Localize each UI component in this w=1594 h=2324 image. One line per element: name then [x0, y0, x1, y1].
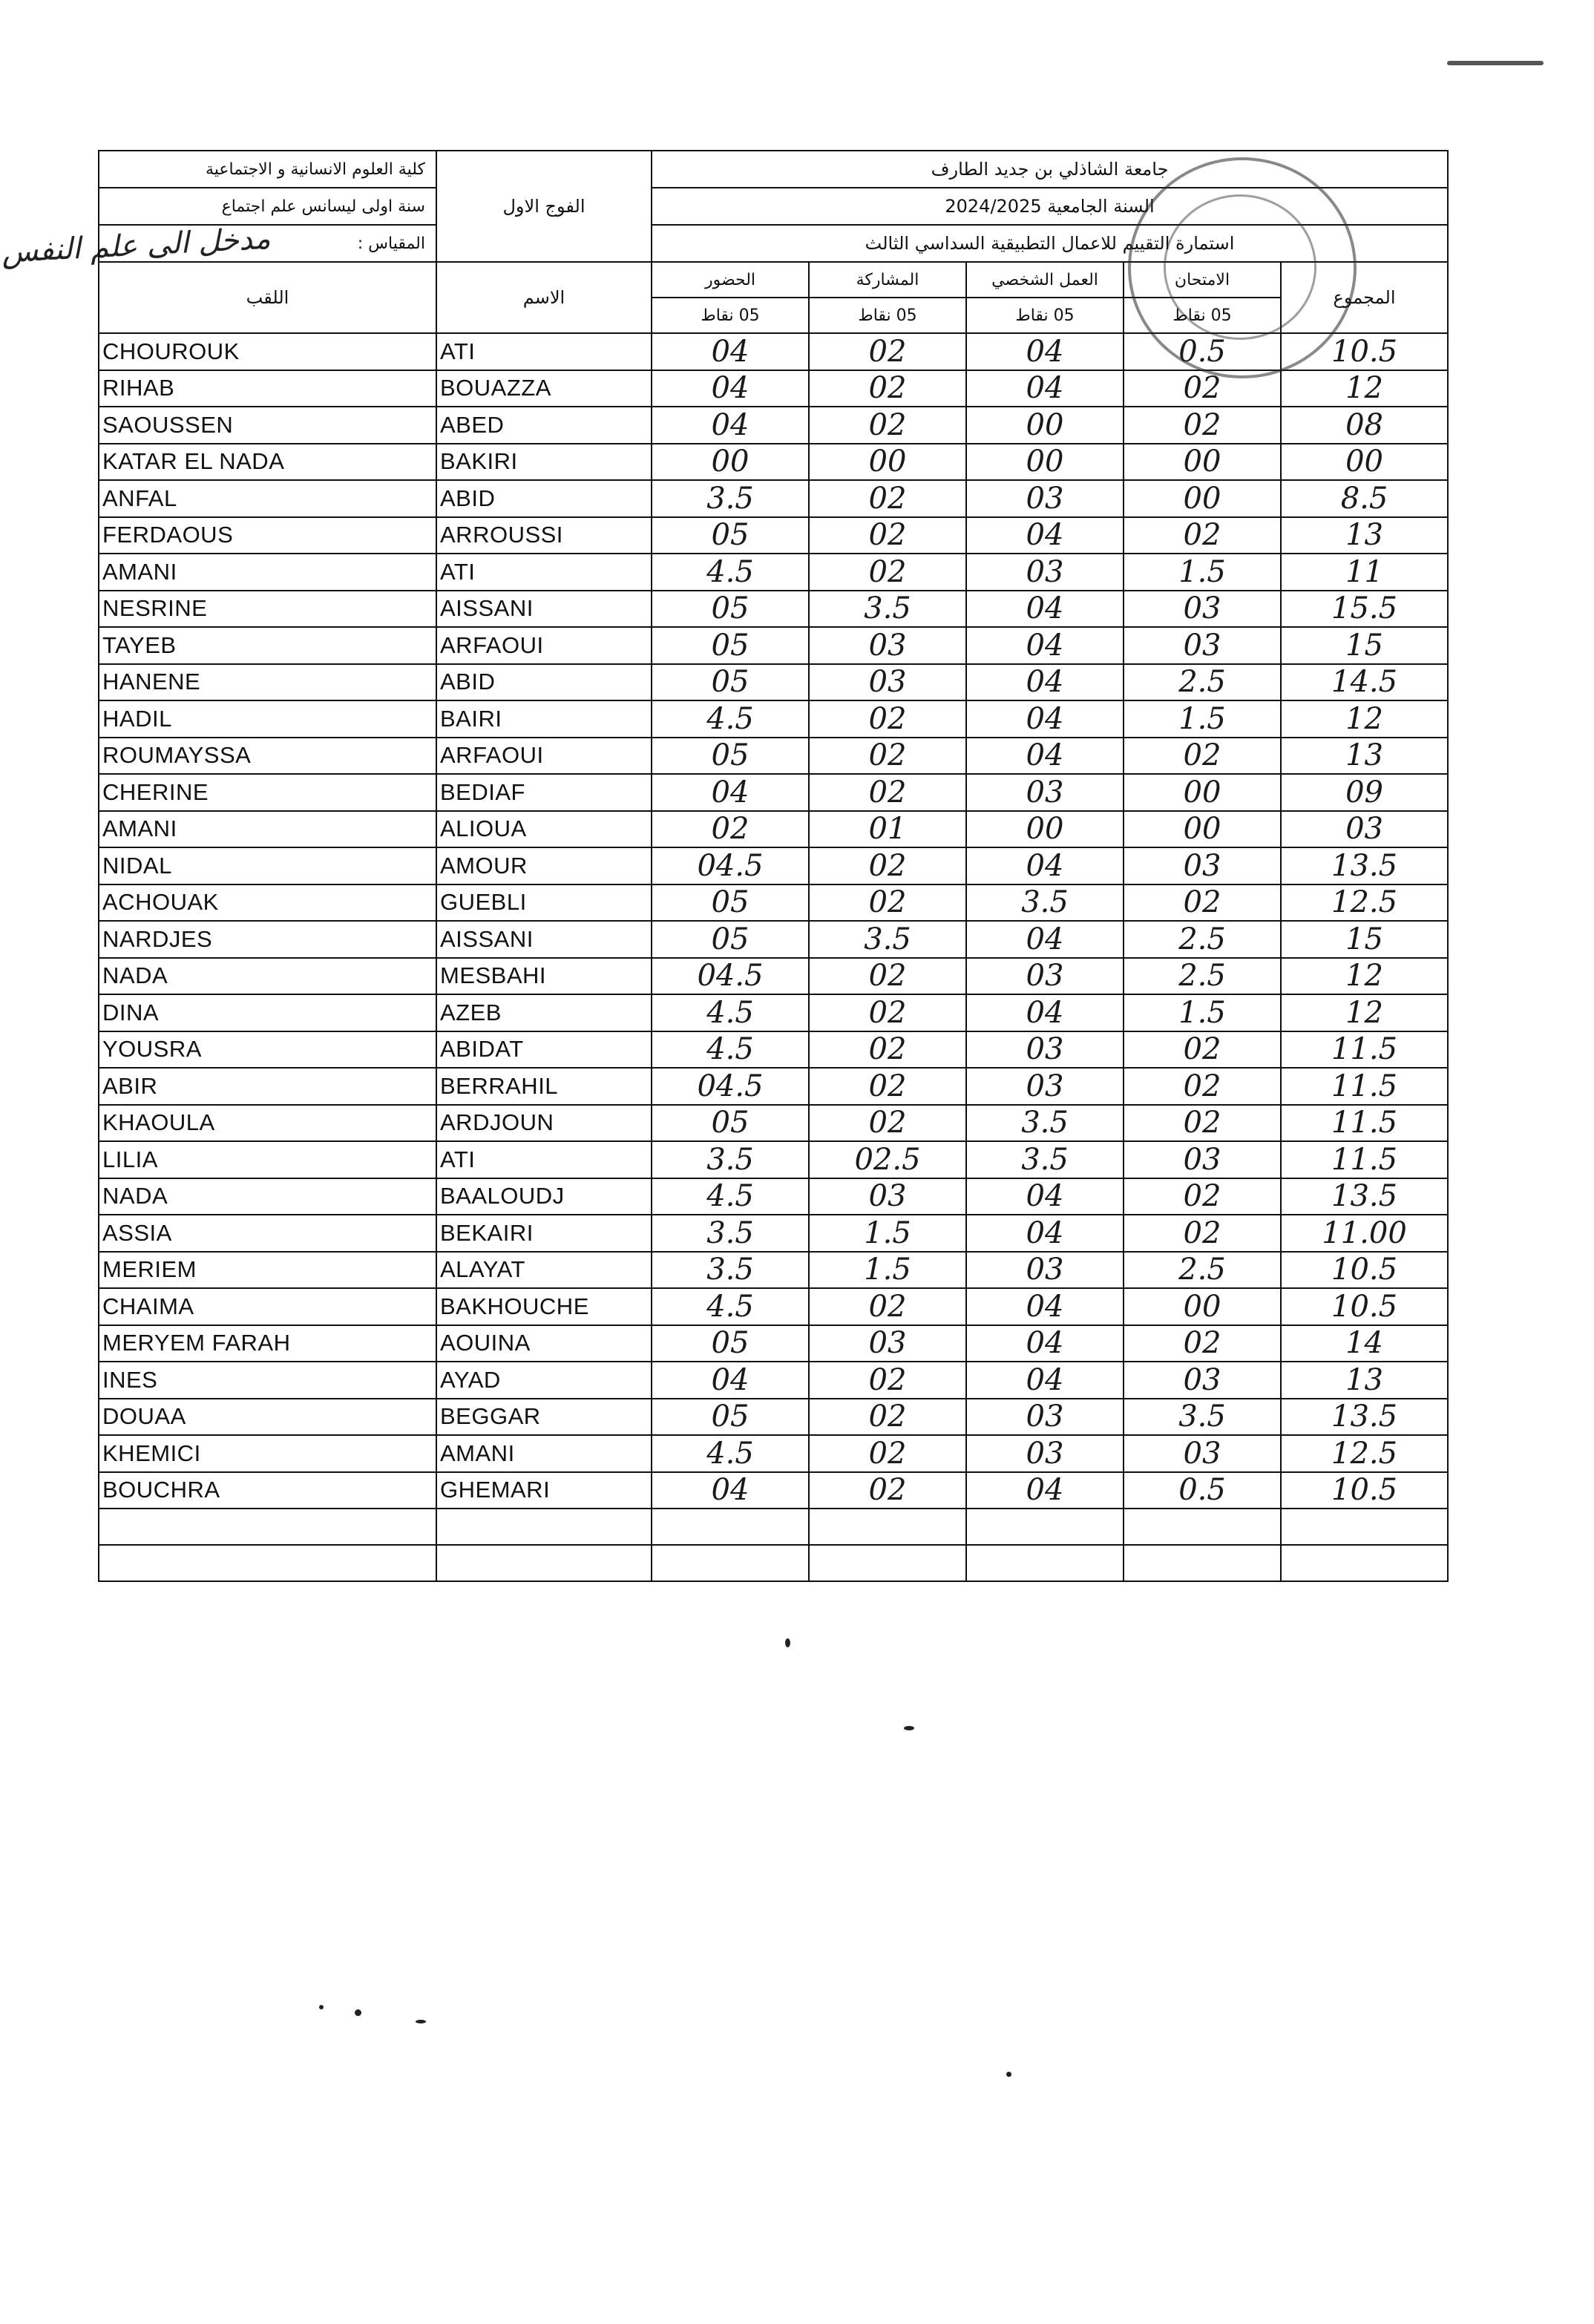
cell-attendance: 04 — [652, 333, 809, 370]
cell-exam: 1.5 — [1124, 700, 1281, 738]
cell-attendance: 04.5 — [652, 847, 809, 884]
points-personal-work: 05 نقاط — [966, 298, 1124, 333]
cell-exam: 1.5 — [1124, 994, 1281, 1031]
cell-personal-work: 04 — [966, 333, 1124, 370]
cell-total: 10.5 — [1281, 333, 1448, 370]
cell-participation: 02 — [809, 1105, 966, 1142]
cell-total: 12 — [1281, 370, 1448, 407]
cell-attendance: 04.5 — [652, 958, 809, 995]
cell-participation: 02 — [809, 517, 966, 554]
cell-total: 00 — [1281, 444, 1448, 481]
cell-surname: HADIL — [99, 700, 436, 738]
cell-surname: ROUMAYSSA — [99, 738, 436, 775]
column-header-firstname: الاسم — [436, 262, 652, 333]
cell-personal-work: 04 — [966, 847, 1124, 884]
cell-attendance: 3.5 — [652, 1141, 809, 1178]
cell-personal-work: 00 — [966, 444, 1124, 481]
cell-surname: MERYEM FARAH — [99, 1325, 436, 1362]
cell-participation: 1.5 — [809, 1252, 966, 1289]
cell-exam: 02 — [1124, 517, 1281, 554]
cell-personal-work: 04 — [966, 591, 1124, 628]
cell-exam: 0.5 — [1124, 333, 1281, 370]
cell-personal-work: 04 — [966, 1362, 1124, 1399]
cell-exam: 2.5 — [1124, 664, 1281, 701]
cell-attendance: 05 — [652, 1105, 809, 1142]
student-row — [99, 1325, 1448, 1362]
cell-personal-work: 00 — [966, 407, 1124, 444]
student-row — [99, 1178, 1448, 1215]
form-title: استمارة التقييم للاعمال التطبيقية السداسي الثالث — [652, 225, 1448, 262]
cell-participation: 02 — [809, 994, 966, 1031]
cell-firstname: BEDIAF — [436, 774, 652, 811]
cell-firstname: AMANI — [436, 1435, 652, 1472]
cell-total: 13 — [1281, 517, 1448, 554]
cell-firstname: AZEB — [436, 994, 652, 1031]
cell-exam: 00 — [1124, 774, 1281, 811]
cell-attendance: 05 — [652, 664, 809, 701]
cell-surname: AMANI — [99, 554, 436, 591]
cell-participation: 1.5 — [809, 1215, 966, 1252]
cell-personal-work: 04 — [966, 1325, 1124, 1362]
cell-total: 8.5 — [1281, 480, 1448, 517]
scan-artifact-bar — [1447, 61, 1544, 65]
cell-total: 09 — [1281, 774, 1448, 811]
cell-participation: 02 — [809, 847, 966, 884]
cell-total: 13.5 — [1281, 847, 1448, 884]
cell-exam: 0.5 — [1124, 1472, 1281, 1509]
cell-participation: 02 — [809, 554, 966, 591]
cell-participation: 02.5 — [809, 1141, 966, 1178]
cell-total: 13 — [1281, 1362, 1448, 1399]
cell-firstname: BAKIRI — [436, 444, 652, 481]
cell-firstname: ARDJOUN — [436, 1105, 652, 1142]
column-header-personal-work: العمل الشخصي — [966, 262, 1124, 298]
cell-participation: 03 — [809, 627, 966, 664]
cell-personal-work: 04 — [966, 627, 1124, 664]
student-row — [99, 554, 1448, 591]
student-row — [99, 407, 1448, 444]
cell-exam: 03 — [1124, 847, 1281, 884]
cell-surname: RIHAB — [99, 370, 436, 407]
cell-firstname: BAIRI — [436, 700, 652, 738]
cell-exam: 03 — [1124, 591, 1281, 628]
student-row — [99, 738, 1448, 775]
cell-attendance: 3.5 — [652, 1252, 809, 1289]
cell-firstname: BEGGAR — [436, 1399, 652, 1436]
cell-participation: 02 — [809, 1472, 966, 1509]
handwritten-module-name: مدخل الى علم النفس — [1, 221, 272, 270]
cell-attendance: 4.5 — [652, 1435, 809, 1472]
points-exam: 05 نقاط — [1124, 298, 1281, 333]
cell-exam: 03 — [1124, 627, 1281, 664]
cell-attendance: 05 — [652, 1399, 809, 1436]
cell-total: 12 — [1281, 958, 1448, 995]
cell-exam: 2.5 — [1124, 1252, 1281, 1289]
cell-attendance: 05 — [652, 738, 809, 775]
column-header-exam: الامتحان — [1124, 262, 1281, 298]
cell-total: 15 — [1281, 921, 1448, 958]
cell-exam: 2.5 — [1124, 921, 1281, 958]
cell-firstname: ARFAOUI — [436, 738, 652, 775]
cell-attendance: 02 — [652, 811, 809, 848]
student-row — [99, 1362, 1448, 1399]
cell-exam: 00 — [1124, 1288, 1281, 1325]
cell-exam: 03 — [1124, 1435, 1281, 1472]
cell-attendance: 4.5 — [652, 1288, 809, 1325]
cell-firstname: AYAD — [436, 1362, 652, 1399]
cell-firstname: ABED — [436, 407, 652, 444]
cell-attendance: 00 — [652, 444, 809, 481]
cell-personal-work: 03 — [966, 1252, 1124, 1289]
points-attendance: 05 نقاط — [652, 298, 809, 333]
student-row — [99, 700, 1448, 738]
cell-exam: 02 — [1124, 738, 1281, 775]
cell-participation: 03 — [809, 1325, 966, 1362]
cell-surname: ABIR — [99, 1068, 436, 1105]
cell-firstname: ARFAOUI — [436, 627, 652, 664]
cell-participation: 02 — [809, 958, 966, 995]
cell-attendance: 04.5 — [652, 1068, 809, 1105]
cell-exam: 03 — [1124, 1141, 1281, 1178]
cell-exam: 02 — [1124, 407, 1281, 444]
cell-surname: NESRINE — [99, 591, 436, 628]
cell-personal-work: 03 — [966, 958, 1124, 995]
cell-exam: 02 — [1124, 1068, 1281, 1105]
cell-participation: 03 — [809, 664, 966, 701]
cell-personal-work: 04 — [966, 1215, 1124, 1252]
student-row — [99, 627, 1448, 664]
student-row — [99, 811, 1448, 848]
student-row — [99, 1435, 1448, 1472]
cell-participation: 02 — [809, 1068, 966, 1105]
cell-attendance: 05 — [652, 517, 809, 554]
student-row — [99, 1399, 1448, 1436]
student-row — [99, 480, 1448, 517]
cell-exam: 02 — [1124, 884, 1281, 922]
student-row — [99, 517, 1448, 554]
cell-participation: 02 — [809, 1362, 966, 1399]
cell-attendance: 4.5 — [652, 700, 809, 738]
cell-attendance: 05 — [652, 1325, 809, 1362]
cell-total: 15 — [1281, 627, 1448, 664]
cell-firstname: BOUAZZA — [436, 370, 652, 407]
cell-total: 03 — [1281, 811, 1448, 848]
cell-participation: 3.5 — [809, 591, 966, 628]
scan-speck — [416, 2020, 426, 2023]
cell-attendance: 04 — [652, 370, 809, 407]
cell-surname: ANFAL — [99, 480, 436, 517]
cell-firstname: ATI — [436, 554, 652, 591]
student-row — [99, 1141, 1448, 1178]
cell-total: 08 — [1281, 407, 1448, 444]
cell-attendance: 4.5 — [652, 554, 809, 591]
cell-total: 11.5 — [1281, 1068, 1448, 1105]
cell-firstname: BAALOUDJ — [436, 1178, 652, 1215]
cell-personal-work: 04 — [966, 1472, 1124, 1509]
student-row — [99, 1105, 1448, 1142]
cell-total: 12 — [1281, 700, 1448, 738]
cell-total: 10.5 — [1281, 1472, 1448, 1509]
cell-participation: 02 — [809, 1435, 966, 1472]
cell-firstname: GHEMARI — [436, 1472, 652, 1509]
scan-speck — [319, 2005, 324, 2009]
cell-total: 12 — [1281, 994, 1448, 1031]
cell-attendance: 4.5 — [652, 1178, 809, 1215]
cell-participation: 02 — [809, 1399, 966, 1436]
cell-participation: 02 — [809, 407, 966, 444]
student-row — [99, 1252, 1448, 1289]
cell-surname: BOUCHRA — [99, 1472, 436, 1509]
group-name: الفوج الاول — [436, 151, 652, 262]
student-row — [99, 1215, 1448, 1252]
cell-exam: 1.5 — [1124, 554, 1281, 591]
cell-personal-work: 03 — [966, 554, 1124, 591]
cell-total: 15.5 — [1281, 591, 1448, 628]
cell-total: 13.5 — [1281, 1399, 1448, 1436]
cell-attendance: 05 — [652, 627, 809, 664]
cell-personal-work: 3.5 — [966, 884, 1124, 922]
cell-personal-work: 03 — [966, 480, 1124, 517]
cell-total: 14.5 — [1281, 664, 1448, 701]
cell-participation: 02 — [809, 1031, 966, 1069]
cell-surname: ACHOUAK — [99, 884, 436, 922]
cell-exam: 3.5 — [1124, 1399, 1281, 1436]
cell-personal-work: 3.5 — [966, 1141, 1124, 1178]
student-rows — [99, 333, 1448, 1509]
column-header-total: المجموع — [1281, 262, 1448, 333]
cell-surname: HANENE — [99, 664, 436, 701]
university-name: جامعة الشاذلي بن جديد الطارف — [652, 151, 1448, 188]
cell-surname: FERDAOUS — [99, 517, 436, 554]
cell-personal-work: 04 — [966, 738, 1124, 775]
cell-firstname: MESBAHI — [436, 958, 652, 995]
cell-firstname: GUEBLI — [436, 884, 652, 922]
cell-firstname: ALAYAT — [436, 1252, 652, 1289]
cell-attendance: 05 — [652, 591, 809, 628]
cell-participation: 03 — [809, 1178, 966, 1215]
academic-year: السنة الجامعية 2024/2025 — [652, 188, 1448, 225]
cell-surname: AMANI — [99, 811, 436, 848]
cell-participation: 02 — [809, 370, 966, 407]
cell-firstname: AMOUR — [436, 847, 652, 884]
cell-total: 11.00 — [1281, 1215, 1448, 1252]
student-row — [99, 884, 1448, 922]
cell-surname: ASSIA — [99, 1215, 436, 1252]
student-row — [99, 847, 1448, 884]
cell-personal-work: 04 — [966, 921, 1124, 958]
cell-personal-work: 03 — [966, 1031, 1124, 1069]
cell-attendance: 3.5 — [652, 480, 809, 517]
module-label: المقياس : — [99, 225, 436, 262]
cell-total: 10.5 — [1281, 1252, 1448, 1289]
cell-surname: DOUAA — [99, 1399, 436, 1436]
cell-participation: 00 — [809, 444, 966, 481]
cell-firstname: ABID — [436, 664, 652, 701]
cell-firstname: ALIOUA — [436, 811, 652, 848]
cell-surname: KHAOULA — [99, 1105, 436, 1142]
cell-exam: 02 — [1124, 1031, 1281, 1069]
column-header-attendance: الحضور — [652, 262, 809, 298]
cell-firstname: BERRAHIL — [436, 1068, 652, 1105]
cell-personal-work: 04 — [966, 994, 1124, 1031]
cell-exam: 02 — [1124, 1325, 1281, 1362]
cell-personal-work: 04 — [966, 1178, 1124, 1215]
cell-exam: 02 — [1124, 1178, 1281, 1215]
points-participation: 05 نقاط — [809, 298, 966, 333]
cell-participation: 02 — [809, 480, 966, 517]
cell-surname: CHOUROUK — [99, 333, 436, 370]
cell-firstname: BEKAIRI — [436, 1215, 652, 1252]
cell-surname: SAOUSSEN — [99, 407, 436, 444]
cell-attendance: 05 — [652, 921, 809, 958]
cell-total: 12.5 — [1281, 884, 1448, 922]
cell-attendance: 04 — [652, 1472, 809, 1509]
student-row — [99, 958, 1448, 995]
cell-surname: NIDAL — [99, 847, 436, 884]
cell-exam: 02 — [1124, 1215, 1281, 1252]
cell-personal-work: 00 — [966, 811, 1124, 848]
cell-surname: NADA — [99, 958, 436, 995]
cell-surname: NADA — [99, 1178, 436, 1215]
cell-surname: YOUSRA — [99, 1031, 436, 1069]
cell-participation: 3.5 — [809, 921, 966, 958]
cell-firstname: ABID — [436, 480, 652, 517]
cell-firstname: ARROUSSI — [436, 517, 652, 554]
cell-attendance: 04 — [652, 1362, 809, 1399]
student-row — [99, 1031, 1448, 1069]
cell-surname: KATAR EL NADA — [99, 444, 436, 481]
cell-personal-work: 03 — [966, 1068, 1124, 1105]
cell-attendance: 3.5 — [652, 1215, 809, 1252]
cell-total: 12.5 — [1281, 1435, 1448, 1472]
cell-personal-work: 03 — [966, 1435, 1124, 1472]
cell-total: 10.5 — [1281, 1288, 1448, 1325]
cell-participation: 02 — [809, 774, 966, 811]
student-row — [99, 444, 1448, 481]
cell-participation: 02 — [809, 700, 966, 738]
column-header-participation: المشاركة — [809, 262, 966, 298]
cell-total: 11.5 — [1281, 1141, 1448, 1178]
cell-surname: CHAIMA — [99, 1288, 436, 1325]
student-row — [99, 1288, 1448, 1325]
cell-exam: 00 — [1124, 480, 1281, 517]
cell-attendance: 05 — [652, 884, 809, 922]
cell-personal-work: 04 — [966, 1288, 1124, 1325]
cell-surname: KHEMICI — [99, 1435, 436, 1472]
cell-exam: 03 — [1124, 1362, 1281, 1399]
cell-surname: MERIEM — [99, 1252, 436, 1289]
column-header-surname: اللقب — [99, 262, 436, 333]
empty-row — [99, 1545, 1448, 1581]
cell-participation: 02 — [809, 884, 966, 922]
cell-participation: 01 — [809, 811, 966, 848]
cell-surname: TAYEB — [99, 627, 436, 664]
cell-total: 11.5 — [1281, 1031, 1448, 1069]
cell-attendance: 04 — [652, 407, 809, 444]
cell-personal-work: 04 — [966, 370, 1124, 407]
cell-attendance: 4.5 — [652, 1031, 809, 1069]
cell-participation: 02 — [809, 738, 966, 775]
cell-participation: 02 — [809, 333, 966, 370]
cell-firstname: ATI — [436, 1141, 652, 1178]
student-row — [99, 1472, 1448, 1509]
empty-row — [99, 1509, 1448, 1545]
level-label: سنة اولى ليسانس علم اجتماع — [99, 188, 436, 225]
official-stamp-inner-ring — [1164, 194, 1316, 340]
student-row — [99, 921, 1448, 958]
cell-surname: INES — [99, 1362, 436, 1399]
cell-personal-work: 04 — [966, 700, 1124, 738]
cell-total: 13 — [1281, 738, 1448, 775]
cell-surname: DINA — [99, 994, 436, 1031]
cell-personal-work: 03 — [966, 774, 1124, 811]
cell-total: 13.5 — [1281, 1178, 1448, 1215]
cell-firstname: ATI — [436, 333, 652, 370]
cell-exam: 2.5 — [1124, 958, 1281, 995]
student-row — [99, 1068, 1448, 1105]
cell-firstname: ABIDAT — [436, 1031, 652, 1069]
student-row — [99, 994, 1448, 1031]
cell-firstname: AISSANI — [436, 921, 652, 958]
scan-speck — [785, 1638, 790, 1647]
cell-attendance: 04 — [652, 774, 809, 811]
student-row — [99, 591, 1448, 628]
cell-firstname: BAKHOUCHE — [436, 1288, 652, 1325]
cell-personal-work: 04 — [966, 664, 1124, 701]
cell-total: 11.5 — [1281, 1105, 1448, 1142]
cell-total: 14 — [1281, 1325, 1448, 1362]
cell-personal-work: 3.5 — [966, 1105, 1124, 1142]
cell-exam: 00 — [1124, 811, 1281, 848]
cell-exam: 02 — [1124, 370, 1281, 407]
cell-participation: 02 — [809, 1288, 966, 1325]
cell-firstname: AOUINA — [436, 1325, 652, 1362]
cell-personal-work: 04 — [966, 517, 1124, 554]
cell-total: 11 — [1281, 554, 1448, 591]
cell-firstname: AISSANI — [436, 591, 652, 628]
cell-attendance: 4.5 — [652, 994, 809, 1031]
cell-personal-work: 03 — [966, 1399, 1124, 1436]
cell-exam: 00 — [1124, 444, 1281, 481]
faculty-name: كلية العلوم الانسانية و الاجتماعية — [99, 151, 436, 188]
student-row — [99, 774, 1448, 811]
scan-speck — [355, 2009, 361, 2016]
scan-speck — [904, 1726, 914, 1730]
cell-exam: 02 — [1124, 1105, 1281, 1142]
cell-surname: CHERINE — [99, 774, 436, 811]
cell-surname: LILIA — [99, 1141, 436, 1178]
student-row — [99, 664, 1448, 701]
cell-surname: NARDJES — [99, 921, 436, 958]
scan-speck — [1006, 2072, 1011, 2077]
